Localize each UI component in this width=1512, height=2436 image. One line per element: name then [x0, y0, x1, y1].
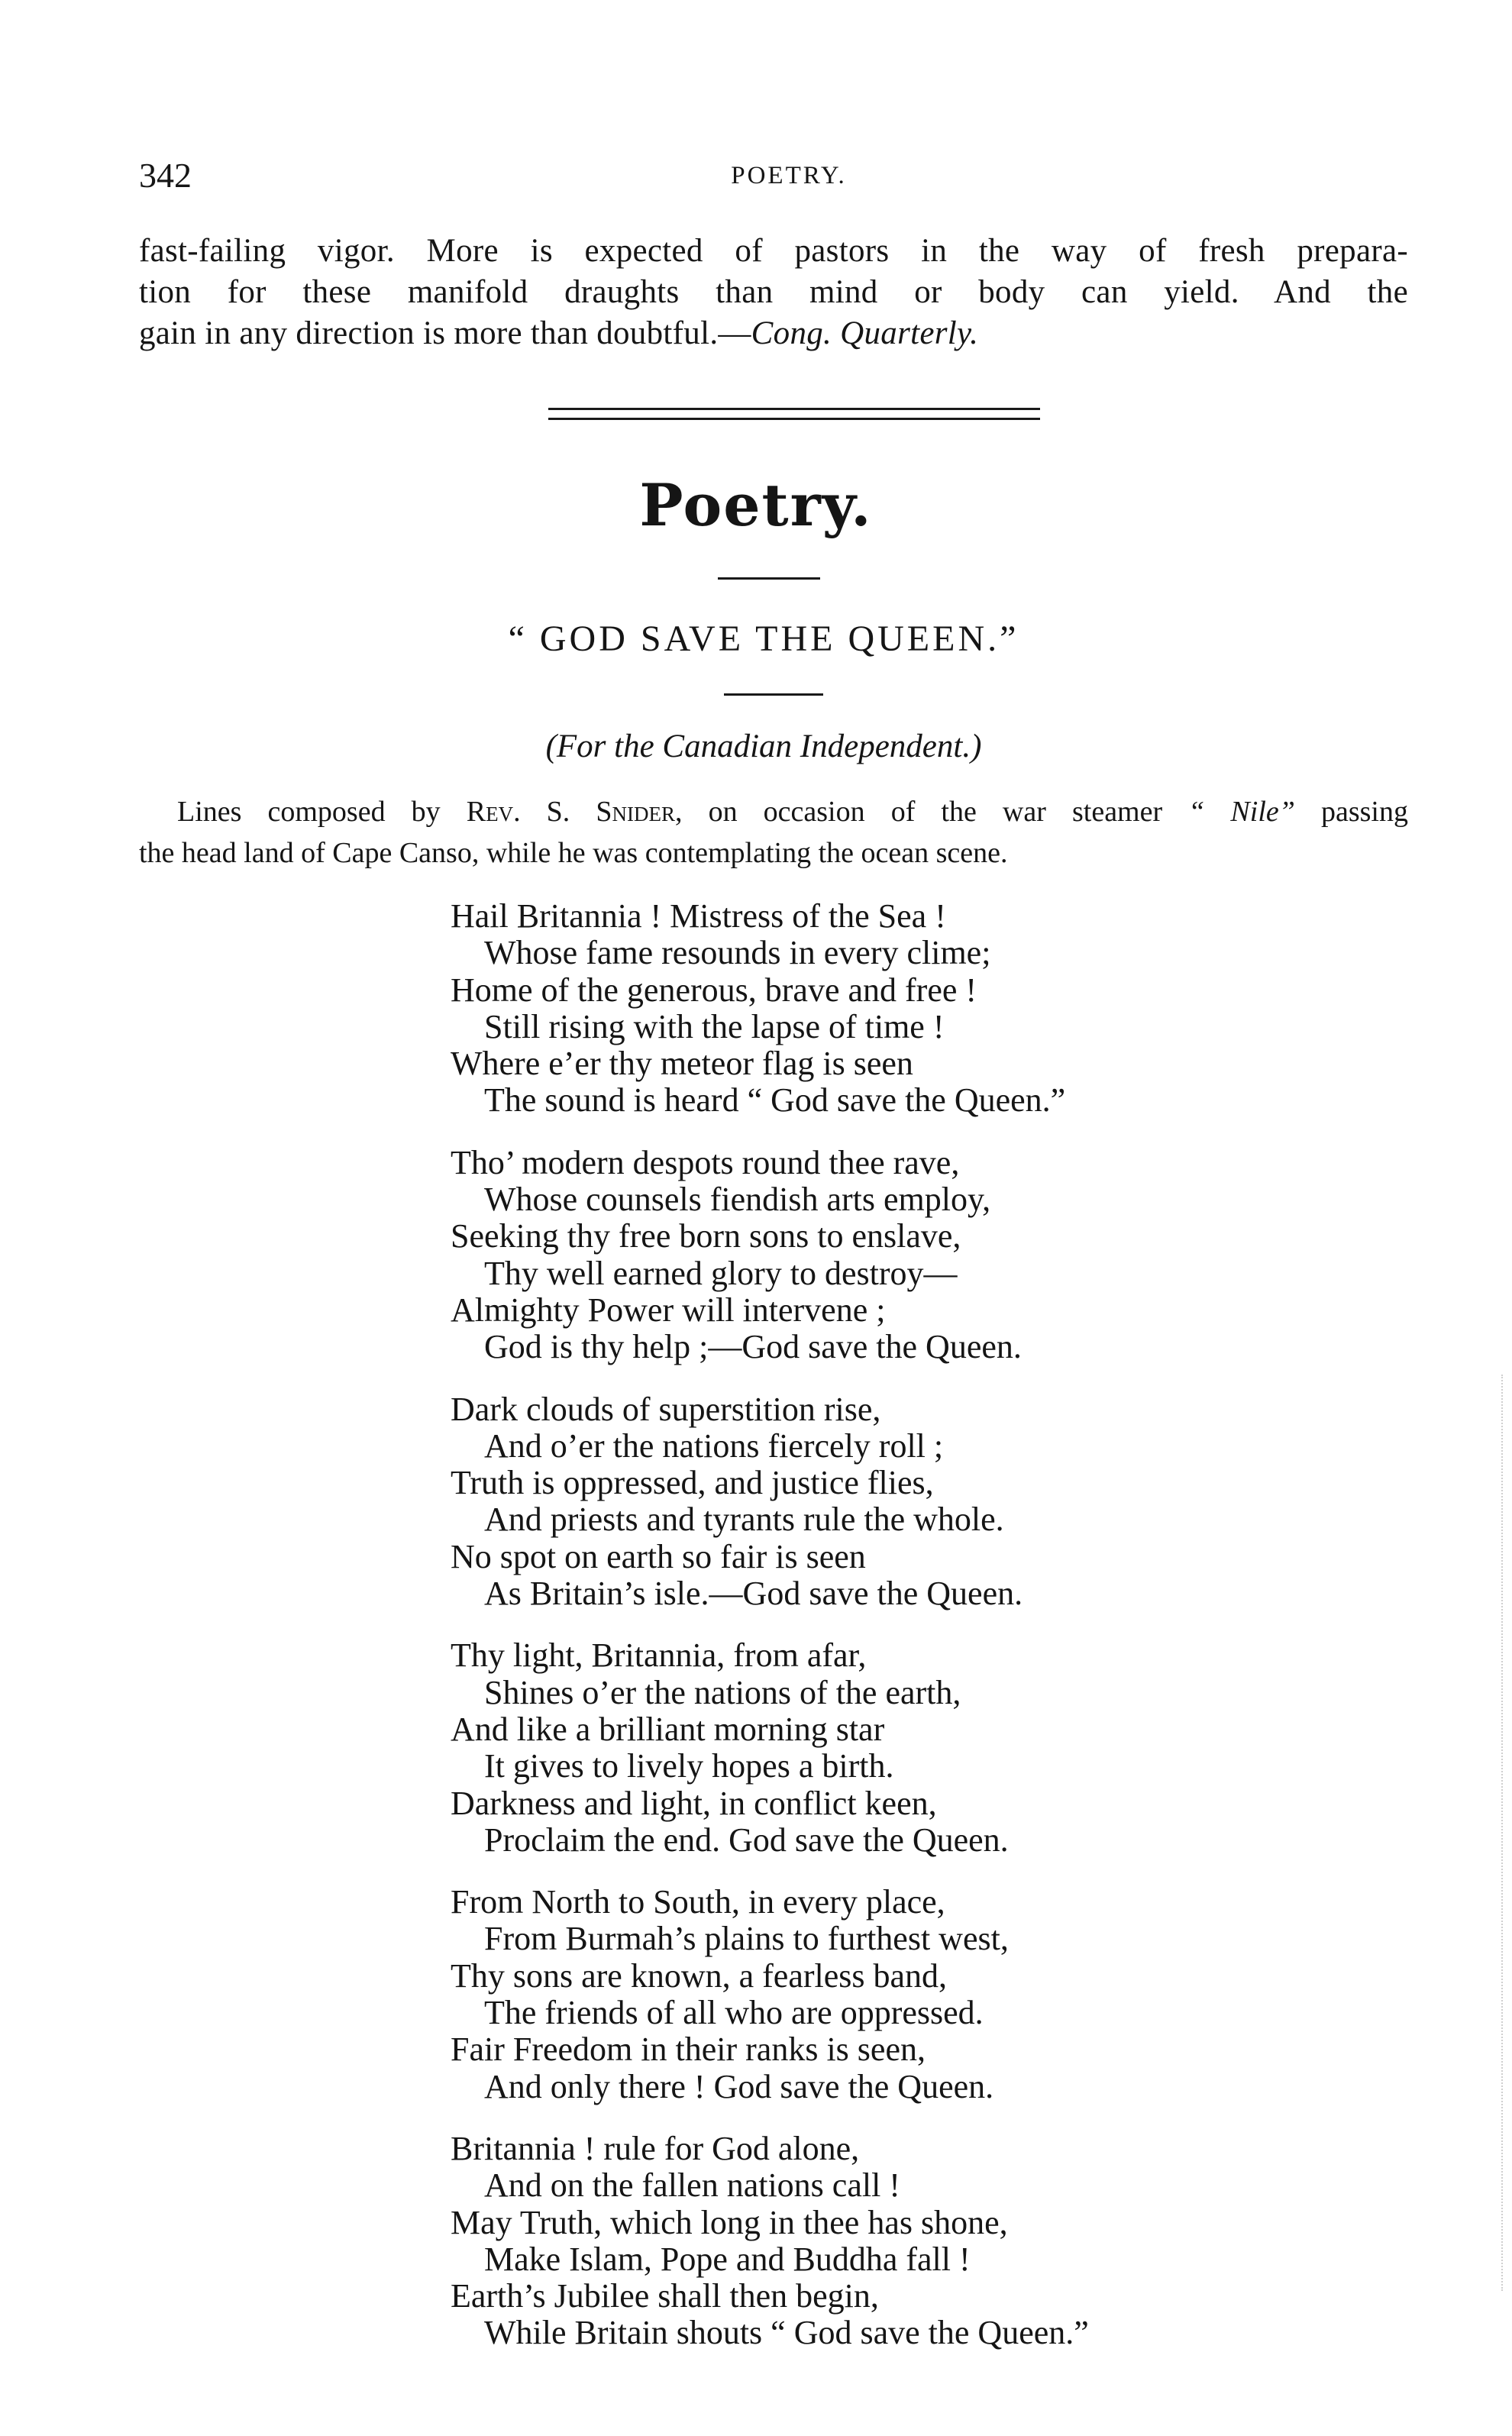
scan-margin-mark: [1501, 1375, 1504, 2291]
double-rule-divider: [548, 408, 1040, 422]
verse-line: Tho’ modern despots round thee rave,: [451, 1143, 960, 1181]
verse-line: From Burmah’s plains to furthest west,: [484, 1920, 1009, 1958]
prose-line: tion for these manifold draughts than mind or body can yield. And the: [139, 274, 1408, 310]
stanza: [451, 2131, 1291, 2352]
verse-line: And only there ! God save the Queen.: [484, 2067, 994, 2105]
poem-source: (For the Canadian Independent.): [545, 729, 982, 764]
page-number: 342: [139, 156, 192, 195]
verse-line: The sound is heard “ God save the Queen.”: [484, 1081, 1066, 1119]
verse-line: May Truth, which long in thee has shone,: [451, 2203, 1008, 2241]
verse-line: As Britain’s isle.—God save the Queen.: [484, 1575, 1023, 1613]
section-heading: Poetry.: [639, 471, 873, 539]
poem-title: “ GOD SAVE THE QUEEN.”: [508, 619, 1019, 659]
stanza: [451, 1637, 1291, 1859]
verse-line: Whose counsels fiendish arts employ,: [484, 1181, 991, 1219]
stanza: [451, 1145, 1291, 1366]
intro-line: the head land of Cape Canso, while he was contemplating the ocean scene.: [139, 837, 1008, 869]
running-head: [139, 153, 1408, 199]
verse-line: Thy sons are known, a fearless band,: [451, 1956, 948, 1995]
intro-ship: “ Nile”: [1188, 796, 1295, 828]
verse-line: Earth’s Jubilee shall then begin,: [451, 2277, 879, 2315]
verse-line: Whose fame resounds in every clime;: [484, 934, 991, 972]
verse-line: Home of the generous, brave and free !: [451, 971, 977, 1009]
verse-line: Truth is oppressed, and justice flies,: [451, 1464, 934, 1502]
verse-line: No spot on earth so fair is seen: [451, 1537, 866, 1575]
stanza: [451, 1884, 1291, 2105]
prose-line-last: [139, 313, 1408, 354]
verse-line: It gives to lively hopes a birth.: [484, 1747, 894, 1785]
title-rule: [724, 693, 823, 696]
stanza: [451, 1391, 1291, 1613]
verse-line: Seeking thy free born sons to enslave,: [451, 1217, 961, 1255]
verse-line: And o’er the nations fiercely roll ;: [484, 1426, 944, 1465]
running-title: POETRY.: [731, 162, 847, 189]
verse-line: Shines o’er the nations of the earth,: [484, 1673, 961, 1711]
verse-line: The friends of all who are oppressed.: [484, 1994, 984, 2032]
verse-line: Darkness and light, in conflict keen,: [451, 1784, 937, 1822]
poem-intro: [139, 791, 1408, 874]
prose-continuation: [139, 231, 1408, 354]
verse-line: Thy light, Britannia, from afar,: [451, 1636, 867, 1675]
prose-citation: Cong. Quarterly.: [751, 315, 979, 351]
verse-line: Fair Freedom in their ranks is seen,: [451, 2031, 926, 2069]
verse-line: From North to South, in every place,: [451, 1883, 945, 1921]
verse-line: God is thy help ;—God save the Queen.: [484, 1328, 1022, 1366]
intro-line: Lines composed by Rev. S. Snider, on occasion of the war steamer “ Nile” passing: [177, 796, 1408, 828]
stanza: [451, 898, 1291, 1119]
verse-line: Hail Britannia ! Mistress of the Sea !: [451, 897, 946, 935]
verse-line: Still rising with the lapse of time !: [484, 1007, 945, 1045]
verse-line: And on the fallen nations call !: [484, 2166, 900, 2205]
prose-line: fast-failing vigor. More is expected of pastors in the way of fresh prepara-: [139, 233, 1408, 269]
intro-author: Rev. S. Snider: [466, 796, 676, 828]
verse-line: Proclaim the end. God save the Queen.: [484, 1821, 1009, 1859]
verse-line: And like a brilliant morning star: [451, 1710, 885, 1748]
verse-line: Make Islam, Pope and Buddha fall !: [484, 2240, 971, 2278]
heading-rule: [718, 577, 820, 580]
verse-line: Dark clouds of superstition rise,: [451, 1390, 881, 1428]
prose-text: gain in any direction is more than doubtful.—: [139, 315, 751, 351]
verse-line: While Britain shouts “ God save the Queen.”: [484, 2314, 1089, 2352]
verse-line: And priests and tyrants rule the whole.: [484, 1501, 1004, 1539]
verse-line: Where e’er thy meteor flag is seen: [451, 1045, 913, 1083]
verse-line: Britannia ! rule for God alone,: [451, 2129, 860, 2167]
verse-line: Almighty Power will intervene ;: [451, 1291, 886, 1329]
poem-body: [451, 898, 1291, 2377]
verse-line: Thy well earned glory to destroy—: [484, 1254, 958, 1292]
